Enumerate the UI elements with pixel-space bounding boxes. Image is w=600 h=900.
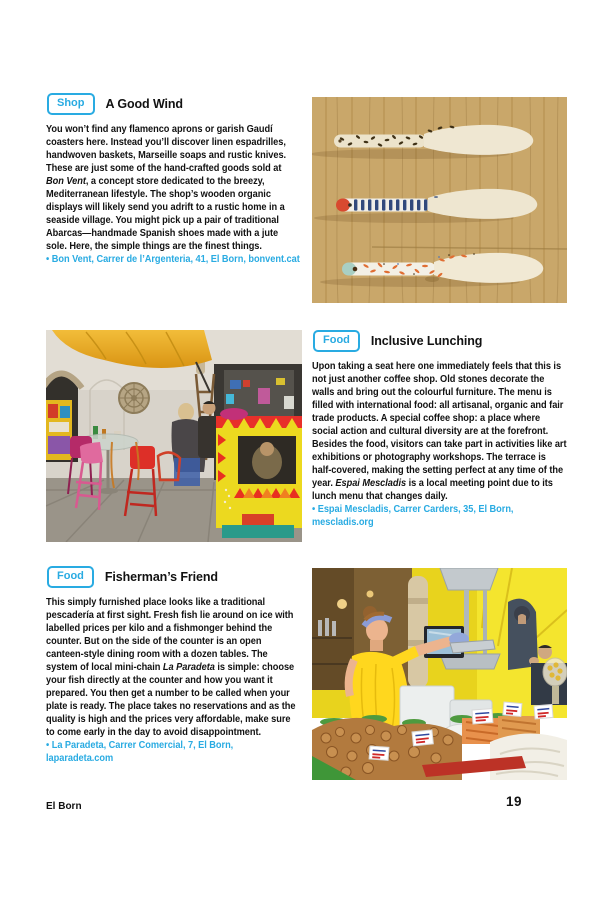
page-number: 19 [506,794,523,809]
article-a-good-wind [46,93,302,266]
photo-la-paradeta-counter [312,568,567,780]
article-body: This simply furnished place looks like a traditional pescadería at first sight. Fresh fish lie around on ice with labelled prices per kilo and a fishmonger behind the counter. But on the side of the counter is an open canteen-style dining room with a dozen tables. The system of local mini-chain La Paradeta is simple: choose your fish directly at the counter and how you want it prepared. You then get a number to be called when your plate is ready. The place takes no reservations and as the quality is high and the prices very affordable, make sure to come early in the day to avoid disappointment. [46,596,296,738]
article-address-link[interactable]: • Espai Mescladis, Carrer Carders, 35, El Born, mescladis.org [312,503,514,528]
category-badge-food: Food [47,566,94,588]
article-body: Upon taking a seat here one immediately feels that this is not just another coffee shop. Old stones decorate the walls and bring out the colourful furniture. The menu is filled with international food: all artisanal, organic and fair trade products. A special coffee shop: a place where social action and cultural diversity are at the forefront. Besides the food, visitors can take part in activities like art exhibitions or photography workshops. The terrace is half-covered, making the setting perfect at any time of the year. Espai Mescladis is a local meeting point due to its lunch menu that changes daily. [312,360,567,502]
article-address-link[interactable]: • Bon Vent, Carrer de l’Argenteria, 41, El Born, bonvent.cat [46,253,300,265]
photo-mescladis-terrace [46,330,302,542]
article-title: Inclusive Lunching [370,334,483,348]
article-inclusive-lunching [312,330,567,529]
article-title: Fisherman’s Friend [104,570,218,584]
article-title: A Good Wind [105,97,183,111]
article-header [313,330,567,352]
article-header [47,566,302,588]
article-fishermans-friend [46,566,302,765]
photo-handcrafted-knives [312,97,567,303]
article-address-link[interactable]: • La Paradeta, Carrer Comercial, 7, El Born, laparadeta.com [46,739,234,764]
footer-section-label: El Born [46,801,82,812]
category-badge-food: Food [313,330,360,352]
category-badge-shop: Shop [47,93,95,115]
article-header [47,93,302,115]
article-body: You won’t find any flamenco aprons or garish Gaudí coasters here. Instead you’ll discover linen espadrilles, handwoven baskets, Marseille soaps and rustic knives. These are just some of the hand-crafted goods sold at Bon Vent, a concept store dedicated to the breezy, Mediterranean lifestyle. The shop’s wooden organic displays will likely send you adrift to a rustic home in a seaside village. You might pick up a pair of traditional Abarcas—handmade Spanish shoes made with a jute sole. Here, the simple things are the finest things. [46,123,287,252]
